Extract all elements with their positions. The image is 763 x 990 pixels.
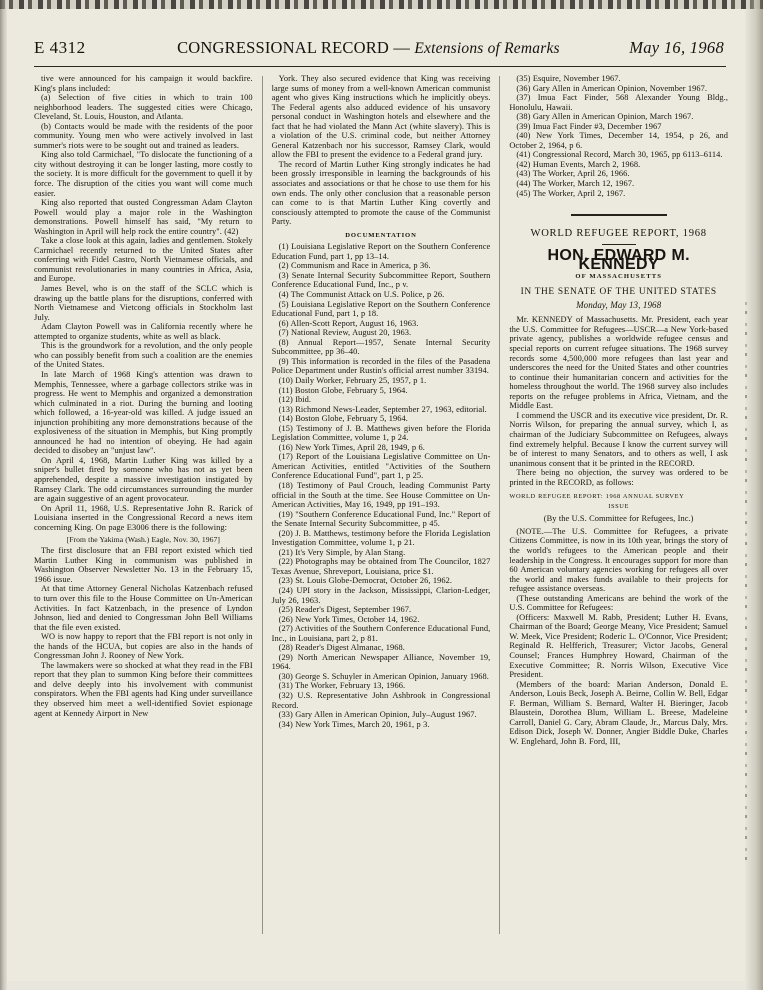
paragraph: The lawmakers were so shocked at what they read in the FBI report that they plan to summon King before their committees and delve deeply into his involvement with communist conspirators. When the FBI agents had King under surveillance they observed him meet a well-identified Soviet espionage agent at Kennedy Airport in New bbox=[34, 660, 253, 718]
citation-item: (29) North American Newspaper Alliance, November 19, 1964. bbox=[271, 652, 491, 672]
paragraph: (NOTE.—The U.S. Committee for Refugees, a private Citizens Committee, is now in its 10th year, brings the story of the world's refugees to the American people and their leadership in the Congress. It encourages support for more than 60 American voluntary agencies working for refugees all over the world and makes funds available to their projects for refugee assistance overseas. bbox=[509, 526, 728, 594]
page-folio-number: E 4312 bbox=[34, 38, 86, 57]
column-divider bbox=[499, 76, 500, 934]
paragraph: (Officers: Maxwell M. Rabb, President; Luther H. Evans, Chairman of the Board; George Meany, Vice President; Samuel W. Meek, Vice President; Roderic L. O'Connor, Vice President; Reginald R. Helfferich, Treasurer; Victor Jacobs, General Counsel; Frances Humphrey Howard, Chairman of the Executive Committee; R. Norris Wilson, Executive Vice President. bbox=[509, 612, 728, 680]
citation-item: (38) Gary Allen in American Opinion, March 1967. bbox=[516, 112, 694, 122]
citation-item: (39) Imua Fact Finder #3, December 1967 bbox=[516, 121, 662, 131]
paragraph: (b) Contacts would be made with the residents of the poor community. Young men who were actively involved in last summer's riots were to be sought out and trained as leaders. bbox=[34, 121, 253, 150]
citation-item: (27) Activities of the Southern Conference Educational Fund, Inc., in Louisiana, part 2, p 81. bbox=[271, 624, 491, 643]
masthead-rule bbox=[34, 66, 726, 67]
citation-item: (13) Richmond News-Leader, September 27, 1963, editorial. bbox=[278, 404, 487, 414]
article-session-date: Monday, May 13, 1968 bbox=[576, 299, 662, 310]
paragraph: I commend the USCR and its executive vice president, Dr. R. Norris Wilson, for preparing the annual survey, which I, as chairman of the Judiciary Subcommittee on Refugees, always find extremely helpful. Because I know the current survey will be of interest to many Senators, and to others as well, I ask unanimous consent that it be printed in the RECORD. bbox=[509, 410, 728, 468]
citation-item: (41) Congressional Record, March 30, 1965, pp 6113–6114. bbox=[516, 150, 723, 160]
paragraph: Mr. KENNEDY of Massachusetts. Mr. President, each year the U.S. Committee for Refugees—USCR—a New York-based private agency, publishes a worldwide refugee census and special reports on current refugee situations. The 1968 survey records some 4,500,000 more refugees than last year and underscores the need for the United States and other countries to continue their humanitarian concern and activities for the homeless throughout the world. The 1968 survey also includes reports on the refugee problems in Africa, Vietnam, and the Middle East. bbox=[509, 315, 728, 411]
paragraph: The record of Martin Luther King strongly indicates he had been grossly irresponsible in learning the backgrounds of his associates and associations or that he chose to use them for his own ends. The only other conclusion that a reasonable person can come to is that Martin Luther King covertly and consciously attempted to promote the cause of the Communist Party. bbox=[271, 159, 491, 227]
citation-item: (17) Report of the Louisiana Legislative Committee on Un-American Activities, entitled "Activities of the Southern Conference Educational Fund", part 1, p 25. bbox=[271, 452, 491, 481]
paragraph: In late March of 1968 King's attention was drawn to Memphis, Tennessee, where a garbage collectors strike was in progress. He went to Memphis and organized a demonstration which culminated in a riot. During the burning and looting which followed, a 16-year-old was killed. A judge issued an injunction prohibiting any more demonstrations because of the explosiveness of the situation in Memphis, but King promptly announced he had no intention of obeying. He had again decided to disobey an "unjust law". bbox=[34, 369, 253, 456]
issue-date: May 16, 1968 bbox=[629, 38, 724, 57]
article-title: WORLD REFUGEE REPORT, 1968 bbox=[530, 228, 707, 240]
paragraph: tive were announced for his campaign it would backfire. King's plans included: bbox=[34, 74, 253, 93]
paragraph: On April 4, 1968, Martin Luther King was killed by a sniper's bullet fired by someone who has not as yet been apprehended, despite a massive investigation instigated by Ramsey Clark. The odd circumstances surrounding the murder are again suggestive of an agent provocateur. bbox=[34, 455, 253, 504]
citation-item: (5) Louisiana Legislative Report on the Southern Conference Educational Fund, part 1, p 18. bbox=[271, 299, 491, 319]
citation-item: (2) Communism and Race in America, p 36. bbox=[278, 261, 431, 271]
paragraph: King also told Carmichael, "To dislocate the functioning of a city without destroying it can be longer lasting, more costly to the society. It is more difficult for the government to quell it by force. The disruption of the cities you want will come much easier. bbox=[34, 150, 253, 198]
publication-title-dash: — bbox=[389, 38, 415, 57]
paragraph: (These outstanding Americans are behind the work of the U.S. Committee for Refugees: bbox=[509, 593, 728, 613]
citation-item: (21) It's Very Simple, by Alan Stang. bbox=[278, 547, 406, 557]
report-heading-line-2: ISSUE bbox=[608, 502, 630, 510]
citation-item: (18) Testimony of Paul Crouch, leading Communist Party official in the South at the time. See House Committee on Un-American Activities, May 16, 1949, pp 191–193. bbox=[271, 480, 491, 510]
citation-item: (15) Testimony of J. B. Matthews given before the Florida Legislation Committee, volume 1, p 24. bbox=[271, 423, 491, 443]
column-one bbox=[34, 74, 253, 940]
citation-item: (8) Annual Report—1957, Senate Internal Security Subcommittee, pp 36–40. bbox=[271, 337, 491, 357]
publication-title-section: Extensions of Remarks bbox=[414, 40, 560, 57]
page-masthead bbox=[34, 38, 724, 58]
citation-item: (4) The Communist Attack on U.S. Police, p 26. bbox=[278, 290, 445, 300]
paragraph: James Bevel, who is on the staff of the SCLC which is drawing up the battle plans for the disruptions, conferred with North Vietnamese and Vietcong officials in Stockholm last July. bbox=[34, 284, 253, 322]
citation-item: (33) Gary Allen in American Opinion, July–August 1967. bbox=[278, 710, 477, 720]
article-speaker-state: OF MASSACHUSETTS bbox=[575, 272, 662, 280]
citation-item: (10) Daily Worker, February 25, 1957, p 1. bbox=[278, 375, 427, 385]
column-three bbox=[509, 74, 728, 940]
citation-item: (19) "Southern Conference Educational Fund, Inc." Report of the Senate Internal Security Subcommittee, p 45. bbox=[271, 509, 491, 529]
column-divider bbox=[262, 76, 263, 934]
paragraph: (a) Selection of five cities in which to train 100 neighborhood leaders. The suggested cities were Chicago, Cleveland, St. Louis, Houston, and Atlanta. bbox=[34, 93, 253, 122]
citation-item: (16) New York Times, April 28, 1949, p 6. bbox=[278, 442, 425, 452]
paragraph: York. They also secured evidence that King was receiving large sums of money from a well-known American communist agent who gives King instructions which he implicitly obeys. The Federal agents also adduced evidence of his unsavory personal conduct in Washington hotels and elsewhere and the fact that he had violated the Mann Act (white slavery). This is a violation of the U.S. criminal code, but neither Attorney General Katzenbach nor his successor, Ramsey Clark, would allow the FBI to present the evidence to a Federal grand jury. bbox=[271, 74, 491, 160]
scan-artifact-top bbox=[0, 0, 763, 9]
scan-artifact-right bbox=[745, 0, 763, 990]
citation-item: (31) The Worker, February 13, 1966. bbox=[278, 681, 406, 691]
column-two bbox=[272, 74, 491, 940]
citation-item: (34) New York Times, March 20, 1961, p 3. bbox=[278, 719, 430, 729]
citation-item: (36) Gary Allen in American Opinion, November 1967. bbox=[516, 83, 708, 93]
citation-item: (22) Photographs may be obtained from The Councilor, 1827 Texas Avenue, Shreveport, Louisiana, price $1. bbox=[271, 557, 491, 576]
article-title-underrule bbox=[602, 244, 636, 245]
citation-item: (23) St. Louis Globe-Democrat, October 26, 1962. bbox=[278, 576, 453, 586]
citation-item: (37) Imua Fact Finder, 568 Alexander Young Bldg., Honolulu, Hawaii. bbox=[509, 93, 728, 112]
paragraph: Adam Clayton Powell was in California recently where he attempted to organize students, white as well as black. bbox=[34, 322, 253, 341]
article-chamber: IN THE SENATE OF THE UNITED STATES bbox=[520, 287, 717, 298]
documentation-heading: DOCUMENTATION bbox=[345, 231, 417, 239]
publication-title-roman: CONGRESSIONAL RECORD bbox=[177, 38, 390, 57]
citation-item: (28) Reader's Digest Almanac, 1968. bbox=[278, 643, 405, 653]
citation-item: (9) This information is recorded in the files of the Pasadena Police Department under Rustin's official arrest number 33194. bbox=[271, 356, 491, 376]
paragraph: On April 11, 1968, U.S. Representative John R. Rarick of Louisiana inserted in the Congressional Record a news item concerning King. On page E3006 there is the following: bbox=[34, 503, 253, 532]
paragraph: (Members of the board: Marian Anderson, Donald E. Anderson, Louis Beck, Joseph A. Beirne, Collin W. Bell, Edgar F. Berman, William S. Bernard, Walter H. Bieringer, Jacob Blaustein, Dorothea Blum, William L. Breese, Madeleine Carroll, Daniel G. Cary, Abram Claude, Jr., Marcus Daly, Mrs. Edison Dick, Joseph W. Donner, Angier Biddle Duke, Charles W. Englehard, John B. Ford, III, bbox=[509, 679, 728, 746]
citation-item: (1) Louisiana Legislative Report on the Southern Conference Education Fund, part 1, pp 13–14. bbox=[271, 242, 491, 261]
citation-item: (12) Ibid. bbox=[278, 395, 312, 405]
citation-item: (11) Boston Globe, February 5, 1964. bbox=[278, 385, 408, 395]
citation-item: (14) Boston Globe, February 5, 1964. bbox=[278, 414, 408, 424]
citation-item: (42) Human Events, March 2, 1968. bbox=[516, 159, 641, 169]
article-separator-rule bbox=[571, 214, 667, 216]
citation-item: (30) George S. Schuyler in American Opinion, January 1968. bbox=[278, 671, 489, 681]
report-byline: (By the U.S. Committee for Refugees, Inc.) bbox=[543, 514, 694, 524]
paragraph: At that time Attorney General Nicholas Katzenbach refused to turn over this file to the House Committee on Un-American Activities. In fact Katzenbach, in the presence of Lyndon Johnson, lied and denied to Congressman John Bell Williams that the file even existed. bbox=[34, 584, 253, 632]
publication-title bbox=[177, 38, 560, 58]
paragraph: King also reported that ousted Congressman Adam Clayton Powell would play a major role in the Washington demonstrations. Powell himself has said, "My return to Washington in April will help rock the entire country". (42) bbox=[34, 198, 253, 236]
article-speaker-name: HON. EDWARD M. KENNEDY bbox=[547, 246, 690, 274]
paragraph: WO is now happy to report that the FBI report is not only in the hands of the HCUA, but copies are also in the hands of Congressman John J. Rooney of New York. bbox=[34, 632, 253, 661]
citation-item: (24) UPI story in the Jackson, Mississippi, Clarion-Ledger, July 26, 1963. bbox=[271, 585, 491, 605]
scan-artifact-left bbox=[0, 0, 7, 990]
citation-item: (43) The Worker, April 26, 1966. bbox=[516, 169, 630, 179]
citation-item: (26) New York Times, October 14, 1962. bbox=[278, 614, 420, 624]
paragraph: There being no objection, the survey was ordered to be printed in the RECORD, as follows: bbox=[509, 468, 728, 487]
citation-item: (40) New York Times, December 14, 1954, p 26, and October 2, 1964, p 6. bbox=[509, 131, 728, 150]
citation-item: (25) Reader's Digest, September 1967. bbox=[278, 605, 412, 615]
citation-item: (32) U.S. Representative John Ashbrook in Congressional Record. bbox=[271, 691, 491, 710]
paragraph: Take a close look at this again, ladies and gentlemen. Stokely Carmichael recently returned to the United States after conferring with Fidel Castro, North Vietnamese officials, and communist revolutionaries in many countries in Africa, Asia, and Europe. bbox=[34, 236, 253, 284]
citation-item: (7) National Review, August 20, 1963. bbox=[278, 328, 412, 338]
paragraph: The first disclosure that an FBI report existed which tied Martin Luther King in communism was published in Washington Observer Newsletter No. 13 in the February 15, 1966 issue. bbox=[34, 546, 253, 584]
report-heading-line-1: WORLD REFUGEE REPORT: 1968 ANNUAL SURVEY bbox=[509, 493, 685, 501]
source-attribution-line: [From the Yakima (Wash.) Eagle, Nov. 30, 1967] bbox=[66, 535, 220, 545]
citation-item: (3) Senate Internal Security Subcommittee Report, Southern Conference Educational Fund, Inc., p v. bbox=[271, 270, 491, 290]
three-column-layout bbox=[34, 74, 728, 940]
citation-item: (6) Allen-Scott Report, August 16, 1963. bbox=[278, 318, 419, 328]
citation-item: (45) The Worker, April 2, 1967. bbox=[516, 188, 626, 198]
paragraph: This is the groundwork for a revolution, and the only people who can possibly benefit from such a coalition are the enemies of the United States. bbox=[34, 341, 253, 370]
citation-item: (44) The Worker, March 12, 1967. bbox=[516, 179, 635, 189]
citation-item: (20) J. B. Matthews, testimony before the Florida Legislation Investigation Committee, volume 1, p 21. bbox=[271, 528, 491, 548]
citation-item: (35) Esquire, November 1967. bbox=[516, 74, 621, 83]
